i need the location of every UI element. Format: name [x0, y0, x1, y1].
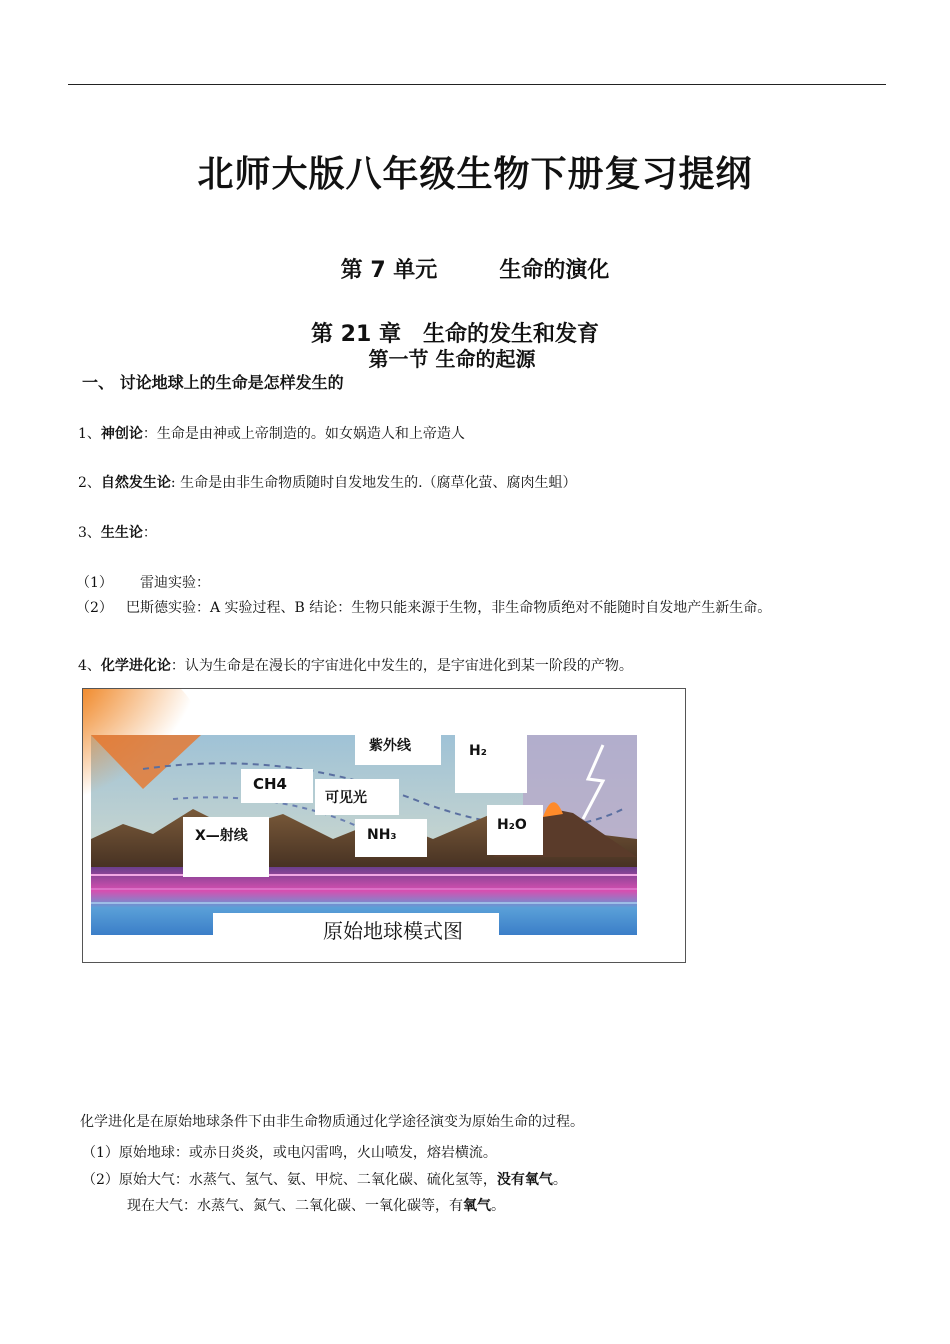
theory-item: 3、生生论：	[78, 525, 157, 541]
nh3-label: NH₃	[355, 819, 427, 857]
visible-light-label: 可见光	[315, 779, 399, 815]
chapter-name: 生命的发生和发育	[422, 322, 599, 347]
h2o-label: H₂O	[487, 805, 543, 855]
uv-label: 紫外线	[355, 725, 441, 765]
theory-item: 2、自然发生论: 生命是由非生命物质随时自发地发生的.（腐草化萤、腐肉生蛆）	[78, 475, 577, 491]
theory-term: 神创论	[100, 426, 143, 442]
section-heading: 第一节 生命的起源	[368, 347, 536, 371]
figure-caption: 原始地球模式图	[323, 919, 463, 943]
theory-item: 4、化学进化论：认为生命是在漫长的宇宙进化中发生的，是宇宙进化到某一阶段的产物。	[78, 658, 633, 674]
modern-air-item: 现在大气：水蒸气、氮气、二氧化碳、一氧化碳等，有氧气。	[127, 1198, 505, 1214]
experiment-item: （1） 雷迪实验：	[76, 575, 210, 591]
h2-label: H₂	[455, 733, 527, 793]
theory-term: 生生论	[100, 525, 143, 541]
ch4-label: CH4	[241, 769, 313, 803]
unit-name: 生命的演化	[499, 258, 610, 283]
condition-item: （1）原始地球：或赤日炎炎，或电闪雷鸣，火山喷发，熔岩横流。	[82, 1145, 497, 1161]
theory-term: 化学进化论	[100, 658, 171, 674]
document-title: 北师大版八年级生物下册复习提纲	[197, 154, 753, 195]
chapter-number: 第 21 章	[311, 322, 401, 347]
primitive-earth-figure	[82, 688, 686, 963]
experiment-item: （2） 巴斯德实验：A 实验过程、B 结论：生物只能来源于生物，非生命物质绝对不能随时自发地产生新生命。	[76, 600, 772, 616]
topic-heading: 一、 讨论地球上的生命是怎样发生的	[82, 373, 344, 392]
theory-term: 自然发生论	[100, 475, 171, 491]
xray-label: X—射线	[183, 817, 269, 877]
unit-heading	[0, 253, 950, 284]
theory-item: 1、神创论：生命是由神或上帝制造的。如女娲造人和上帝造人	[78, 426, 465, 442]
unit-number: 第 7 单元	[340, 258, 438, 283]
emphasis: 没有氧气	[496, 1172, 553, 1188]
condition-item: （2）原始大气：水蒸气、氢气、氨、甲烷、二氧化碳、硫化氢等，没有氧气。	[82, 1172, 567, 1188]
emphasis: 氧气	[463, 1198, 491, 1214]
header-rule	[68, 84, 886, 85]
chem-evolution-definition: 化学进化是在原始地球条件下由非生命物质通过化学途径演变为原始生命的过程。	[80, 1114, 584, 1130]
